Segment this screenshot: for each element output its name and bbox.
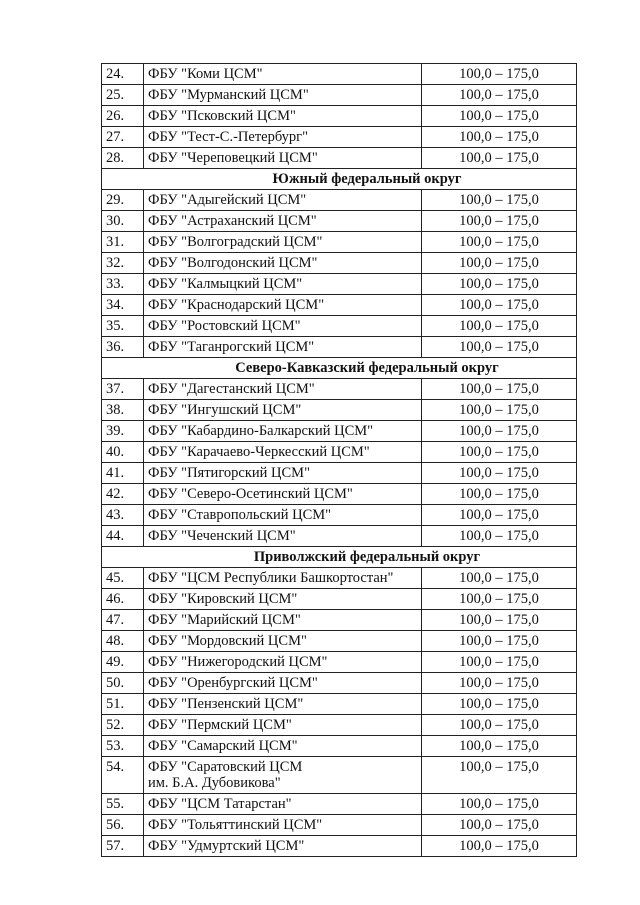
organization-name: ФБУ "Северо-Осетинский ЦСМ" (148, 486, 353, 502)
value-range: 100,0 – 175,0 (422, 337, 577, 358)
table-row (102, 736, 577, 757)
row-number: 31. (102, 232, 144, 253)
table-row (102, 652, 577, 673)
table-row (102, 589, 577, 610)
table-row (102, 836, 577, 857)
organization-name: ФБУ "Псковский ЦСМ" (148, 108, 296, 124)
value-range: 100,0 – 175,0 (422, 715, 577, 736)
row-number: 26. (102, 106, 144, 127)
row-number: 36. (102, 337, 144, 358)
table-row (102, 505, 577, 526)
row-number: 30. (102, 211, 144, 232)
organization-name-cell (144, 442, 422, 463)
value-range: 100,0 – 175,0 (422, 64, 577, 85)
value-range: 100,0 – 175,0 (422, 379, 577, 400)
organization-name: ФБУ "Мордовский ЦСМ" (148, 633, 307, 649)
row-number: 41. (102, 463, 144, 484)
row-number: 53. (102, 736, 144, 757)
organization-name-cell (144, 815, 422, 836)
table-row (102, 295, 577, 316)
organization-name-cell (144, 253, 422, 274)
organization-name: ФБУ "Самарский ЦСМ" (148, 738, 298, 754)
row-number: 32. (102, 253, 144, 274)
organization-name: ФБУ "Череповецкий ЦСМ" (148, 150, 318, 166)
row-number: 48. (102, 631, 144, 652)
value-range: 100,0 – 175,0 (422, 232, 577, 253)
value-range: 100,0 – 175,0 (422, 484, 577, 505)
organization-name-cell (144, 568, 422, 589)
value-range: 100,0 – 175,0 (422, 295, 577, 316)
row-number: 35. (102, 316, 144, 337)
row-number: 25. (102, 85, 144, 106)
row-number: 54. (102, 757, 144, 794)
value-range: 100,0 – 175,0 (422, 421, 577, 442)
table-row (102, 211, 577, 232)
row-number: 34. (102, 295, 144, 316)
value-range: 100,0 – 175,0 (422, 568, 577, 589)
table-row (102, 568, 577, 589)
row-number: 46. (102, 589, 144, 610)
document-page (101, 63, 577, 857)
section-title: Южный федеральный округ (102, 169, 577, 190)
row-number: 39. (102, 421, 144, 442)
section-title: Приволжский федеральный округ (102, 547, 577, 568)
value-range: 100,0 – 175,0 (422, 190, 577, 211)
value-range: 100,0 – 175,0 (422, 815, 577, 836)
organization-name: ФБУ "Калмыцкий ЦСМ" (148, 276, 303, 292)
table-row (102, 148, 577, 169)
organization-name-cell (144, 794, 422, 815)
organization-name: ФБУ "Ингушский ЦСМ" (148, 402, 302, 418)
organization-name-cell (144, 232, 422, 253)
organization-name-cell (144, 400, 422, 421)
organization-name-cell (144, 526, 422, 547)
organization-name-cell (144, 316, 422, 337)
organization-name-cell (144, 589, 422, 610)
row-number: 29. (102, 190, 144, 211)
row-number: 49. (102, 652, 144, 673)
row-number: 28. (102, 148, 144, 169)
table-row (102, 694, 577, 715)
row-number: 40. (102, 442, 144, 463)
table-row (102, 253, 577, 274)
table-row (102, 190, 577, 211)
organization-name-cell (144, 715, 422, 736)
organization-name-cell (144, 127, 422, 148)
organization-name-cell (144, 631, 422, 652)
value-range: 100,0 – 175,0 (422, 631, 577, 652)
organization-name: ФБУ "Пензенский ЦСМ" (148, 696, 304, 712)
table-row (102, 715, 577, 736)
table-row (102, 274, 577, 295)
value-range: 100,0 – 175,0 (422, 589, 577, 610)
organization-name: ФБУ "Пермский ЦСМ" (148, 717, 292, 733)
table-row (102, 794, 577, 815)
organization-name-cell (144, 757, 422, 794)
organization-name-cell (144, 211, 422, 232)
organization-name: ФБУ "Таганрогский ЦСМ" (148, 339, 315, 355)
table-row (102, 673, 577, 694)
organization-name-cell (144, 421, 422, 442)
organizations-table-body (102, 64, 577, 857)
organization-name: ФБУ "Адыгейский ЦСМ" (148, 192, 307, 208)
organization-name: ФБУ "ЦСМ Республики Башкортостан" (148, 570, 394, 586)
organization-name-cell (144, 64, 422, 85)
organization-name: ФБУ "Мурманский ЦСМ" (148, 87, 309, 103)
organization-name-cell (144, 463, 422, 484)
row-number: 33. (102, 274, 144, 295)
row-number: 42. (102, 484, 144, 505)
organization-name-cell (144, 505, 422, 526)
table-row (102, 610, 577, 631)
row-number: 38. (102, 400, 144, 421)
table-row (102, 421, 577, 442)
organization-name: ФБУ "Тольяттинский ЦСМ" (148, 817, 323, 833)
table-row (102, 232, 577, 253)
value-range: 100,0 – 175,0 (422, 463, 577, 484)
value-range: 100,0 – 175,0 (422, 794, 577, 815)
organization-name-cell (144, 274, 422, 295)
value-range: 100,0 – 175,0 (422, 757, 577, 794)
organization-name: ФБУ "Оренбургский ЦСМ" (148, 675, 318, 691)
organization-name-cell (144, 694, 422, 715)
row-number: 57. (102, 836, 144, 857)
value-range: 100,0 – 175,0 (422, 400, 577, 421)
row-number: 47. (102, 610, 144, 631)
value-range: 100,0 – 175,0 (422, 526, 577, 547)
organization-name: ФБУ "Астраханский ЦСМ" (148, 213, 317, 229)
row-number: 44. (102, 526, 144, 547)
organization-name-cell (144, 148, 422, 169)
value-range: 100,0 – 175,0 (422, 505, 577, 526)
row-number: 37. (102, 379, 144, 400)
value-range: 100,0 – 175,0 (422, 836, 577, 857)
organizations-table (101, 63, 577, 857)
organization-name: ФБУ "Краснодарский ЦСМ" (148, 297, 325, 313)
table-row (102, 757, 577, 794)
value-range: 100,0 – 175,0 (422, 694, 577, 715)
table-row (102, 400, 577, 421)
row-number: 50. (102, 673, 144, 694)
organization-name-cell (144, 106, 422, 127)
value-range: 100,0 – 175,0 (422, 652, 577, 673)
table-row (102, 85, 577, 106)
row-number: 56. (102, 815, 144, 836)
table-row (102, 106, 577, 127)
organization-name: ФБУ "Карачаево-Черкесский ЦСМ" (148, 444, 370, 460)
organization-name-cell (144, 337, 422, 358)
organization-name: ФБУ "Тест-С.-Петербург" (148, 129, 309, 145)
organization-name: ФБУ "Волгоградский ЦСМ" (148, 234, 323, 250)
table-row (102, 337, 577, 358)
organization-name: ФБУ "Дагестанский ЦСМ" (148, 381, 315, 397)
value-range: 100,0 – 175,0 (422, 610, 577, 631)
value-range: 100,0 – 175,0 (422, 127, 577, 148)
table-row (102, 631, 577, 652)
organization-name-cell (144, 673, 422, 694)
value-range: 100,0 – 175,0 (422, 274, 577, 295)
table-row (102, 127, 577, 148)
organization-name-continued: им. Б.А. Дубовикова" (148, 775, 281, 791)
row-number: 43. (102, 505, 144, 526)
organization-name: ФБУ "ЦСМ Татарстан" (148, 796, 292, 812)
organization-name: ФБУ "Ростовский ЦСМ" (148, 318, 301, 334)
organization-name-cell (144, 610, 422, 631)
organization-name: ФБУ "Пятигорский ЦСМ" (148, 465, 310, 481)
section-header-row (102, 169, 577, 190)
organization-name: ФБУ "Коми ЦСМ" (148, 66, 263, 82)
table-row (102, 379, 577, 400)
table-row (102, 442, 577, 463)
table-row (102, 815, 577, 836)
value-range: 100,0 – 175,0 (422, 442, 577, 463)
organization-name: ФБУ "Ставропольский ЦСМ" (148, 507, 332, 523)
organization-name-cell (144, 190, 422, 211)
organization-name: ФБУ "Волгодонский ЦСМ" (148, 255, 318, 271)
value-range: 100,0 – 175,0 (422, 316, 577, 337)
value-range: 100,0 – 175,0 (422, 148, 577, 169)
table-row (102, 484, 577, 505)
value-range: 100,0 – 175,0 (422, 673, 577, 694)
section-title: Северо-Кавказский федеральный округ (102, 358, 577, 379)
organization-name-cell (144, 85, 422, 106)
section-header-row (102, 547, 577, 568)
value-range: 100,0 – 175,0 (422, 736, 577, 757)
row-number: 27. (102, 127, 144, 148)
organization-name-cell (144, 836, 422, 857)
table-row (102, 64, 577, 85)
row-number: 24. (102, 64, 144, 85)
row-number: 55. (102, 794, 144, 815)
organization-name: ФБУ "Кабардино-Балкарский ЦСМ" (148, 423, 374, 439)
value-range: 100,0 – 175,0 (422, 106, 577, 127)
row-number: 52. (102, 715, 144, 736)
section-header-row (102, 358, 577, 379)
organization-name: ФБУ "Нижегородский ЦСМ" (148, 654, 328, 670)
table-row (102, 526, 577, 547)
organization-name-cell (144, 295, 422, 316)
organization-name: ФБУ "Кировский ЦСМ" (148, 591, 298, 607)
value-range: 100,0 – 175,0 (422, 85, 577, 106)
value-range: 100,0 – 175,0 (422, 253, 577, 274)
value-range: 100,0 – 175,0 (422, 211, 577, 232)
organization-name-cell (144, 652, 422, 673)
table-row (102, 316, 577, 337)
organization-name-cell (144, 379, 422, 400)
organization-name: ФБУ "Удмуртский ЦСМ" (148, 838, 305, 854)
row-number: 51. (102, 694, 144, 715)
table-row (102, 463, 577, 484)
organization-name: ФБУ "Чеченский ЦСМ" (148, 528, 296, 544)
row-number: 45. (102, 568, 144, 589)
organization-name-cell (144, 484, 422, 505)
organization-name: ФБУ "Марийский ЦСМ" (148, 612, 301, 628)
organization-name: ФБУ "Саратовский ЦСМ (148, 759, 303, 775)
organization-name-cell (144, 736, 422, 757)
